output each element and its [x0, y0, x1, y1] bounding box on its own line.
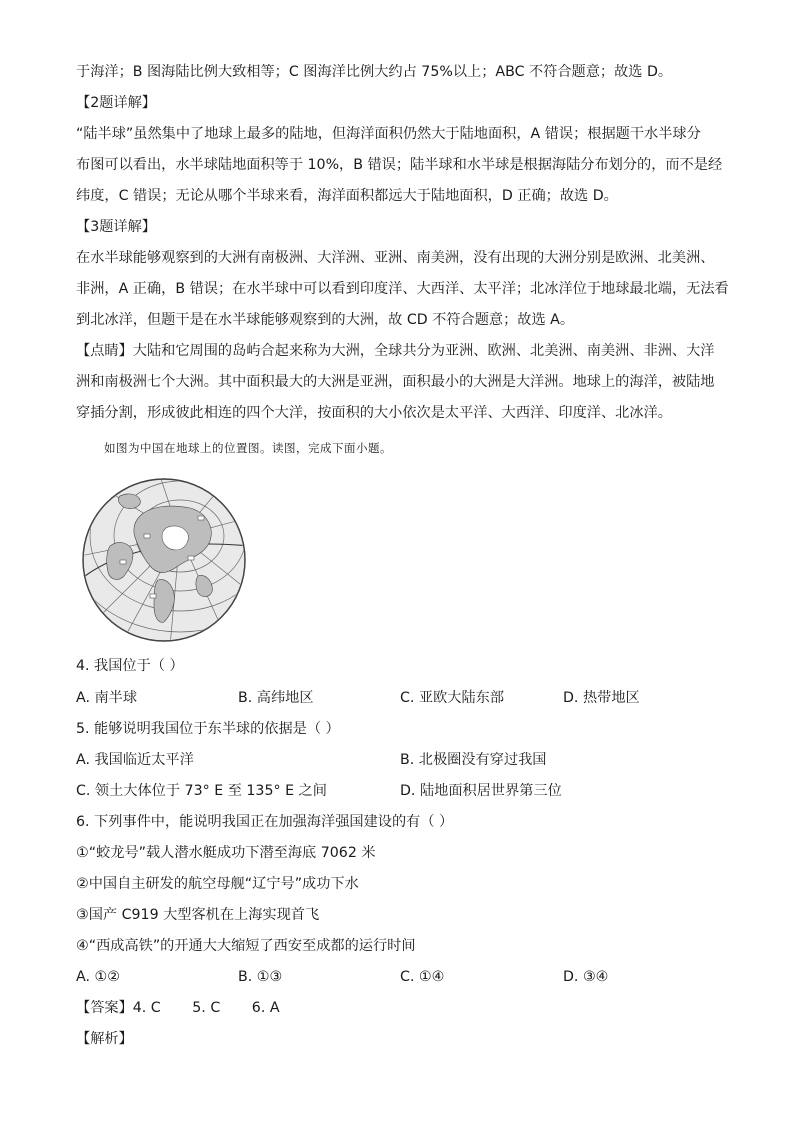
tip-line-2: 洲和南极洲七个大洲。其中面积最大的大洲是亚洲，面积最小的大洲是大洋洲。地球上的海洋，被陆地 — [76, 374, 715, 390]
tip-line-1: 【点睛】大陆和它周围的岛屿合起来称为大洲，全球共分为亚洲、欧洲、北美洲、南美洲、非洲、大洋 — [76, 343, 715, 359]
analysis-heading: 【解析】 — [76, 1031, 133, 1047]
question-6-option-c: C. ①④ — [400, 969, 445, 985]
question-4-option-b: B. 高纬地区 — [238, 690, 314, 706]
question-6-option-a: A. ①② — [76, 969, 120, 985]
question-5-option-b: B. 北极圈没有穿过我国 — [400, 752, 547, 768]
question-6-option-d: D. ③④ — [563, 969, 609, 985]
question-5-stem: 5. 能够说明我国位于东半球的依据是（ ） — [76, 721, 340, 737]
para3-line-3: 到北冰洋，但题干是在水半球能够观察到的大洲，故 CD 不符合题意；故选 A。 — [76, 312, 575, 328]
para2-line-3: 纬度，C 错误；无论从哪个半球来看，海洋面积都远大于陆地面积，D 正确；故选 D。 — [76, 188, 618, 204]
para3-line-1: 在水半球能够观察到的大洲有南极洲、大洋洲、亚洲、南美洲，没有出现的大洲分别是欧洲、北美洲、 — [76, 250, 715, 266]
section-heading-q3: 【3题详解】 — [76, 219, 156, 235]
question-6-item-2: ②中国自主研发的航空母舰“辽宁号”成功下水 — [76, 876, 359, 892]
section-heading-q2: 【2题详解】 — [76, 95, 156, 111]
question-5-option-a: A. 我国临近太平洋 — [76, 752, 194, 768]
tip-line-3: 穿插分割，形成彼此相连的四个大洋，按面积的大小依次是太平洋、大西洋、印度洋、北冰洋。 — [76, 405, 672, 421]
question-6-item-1: ①“蛟龙号”载人潜水艇成功下潜至海底 7062 米 — [76, 845, 376, 861]
question-5-option-c: C. 领土大体位于 73° E 至 135° E 之间 — [76, 783, 327, 799]
figure-caption: 如图为中国在地球上的位置图。读图，完成下面小题。 — [104, 441, 392, 455]
para2-line-1: “陆半球”虽然集中了地球上最多的陆地，但海洋面积仍然大于陆地面积，A 错误；根据题干水半球分 — [76, 126, 701, 142]
question-4-option-a: A. 南半球 — [76, 690, 138, 706]
answer-line: 【答案】4. C 5. C 6. A — [76, 1000, 280, 1016]
question-4-stem: 4. 我国位于（ ） — [76, 658, 184, 674]
question-4-option-d: D. 热带地区 — [563, 690, 640, 706]
para2-line-2: 布图可以看出，水半球陆地面积等于 10%，B 错误；陆半球和水半球是根据海陆分布划分的，而不是经 — [76, 157, 723, 173]
question-6-stem: 6. 下列事件中，能说明我国正在加强海洋强国建设的有（ ） — [76, 814, 454, 830]
globe-map-figure — [80, 476, 248, 644]
question-6-item-3: ③国产 C919 大型客机在上海实现首飞 — [76, 907, 320, 923]
para3-line-2: 非洲，A 正确，B 错误；在水半球中可以看到印度洋、大西洋、太平洋；北冰洋位于地球最北端，无法看 — [76, 281, 729, 297]
question-6-item-4: ④“西成高铁”的开通大大缩短了西安至成都的运行时间 — [76, 938, 416, 954]
question-6-option-b: B. ①③ — [238, 969, 283, 985]
para1-line-1: 于海洋；B 图海陆比例大致相等；C 图海洋比例大约占 75%以上；ABC 不符合题意；故选 D。 — [76, 64, 673, 80]
question-4-option-c: C. 亚欧大陆东部 — [400, 690, 505, 706]
question-5-option-d: D. 陆地面积居世界第三位 — [400, 783, 562, 799]
